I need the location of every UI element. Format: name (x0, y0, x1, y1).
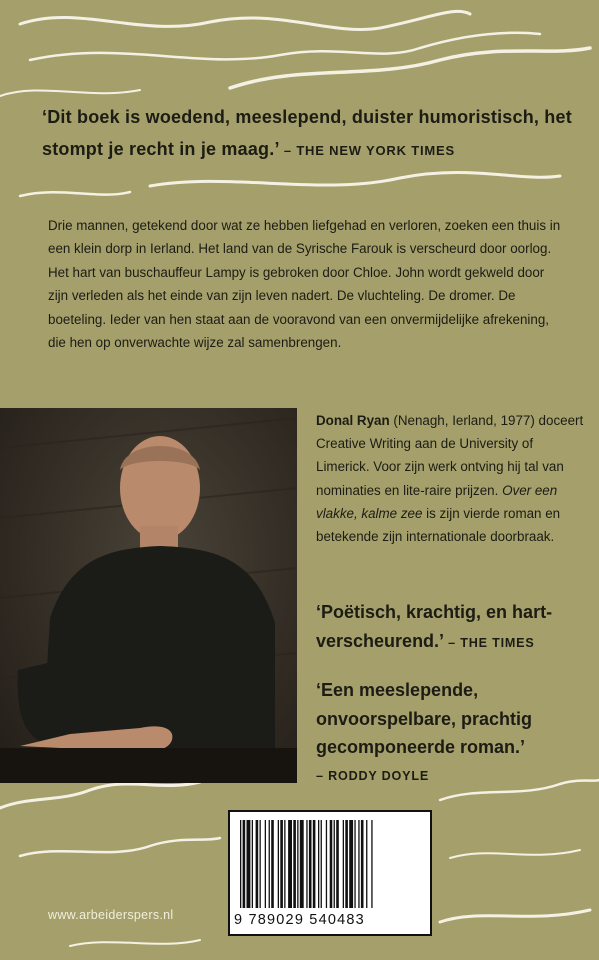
author-bio (316, 409, 586, 548)
barcode-bars (240, 820, 424, 908)
book-blurb: Drie mannen, getekend door wat ze hebben liefgehad en verloren, zoeken een thuis in een klein dorp in Ierland. Het land van de Syrische Farouk is verscheurd door oorlog. Het hart van buschauffeur Lampy is gebroken door Chloe. John wordt gekweld door zijn verleden als het einde van zijn leven nadert. De vluchteling. De dromer. De boeteling. Ieder van hen staat aan de vooravond van een onvermijdelijke afrekening, die hen op onverwachte wijze zal samenbrengen. (48, 218, 561, 351)
author-name: Donal Ryan (316, 413, 390, 428)
quote-text: ‘Een meeslepende, onvoorspelbare, prachtig gecomponeerde roman.’ (316, 680, 533, 757)
quote-source: – THE TIMES (448, 636, 535, 650)
isbn-number: 9 789029 540483 (234, 912, 365, 928)
quote-source: – RODDY DOYLE (316, 768, 430, 783)
quote-text: ‘Poëtisch, krachtig, en hart-verscheurend.’ (316, 602, 553, 651)
book-title: Over een vlakke, kalme zee (316, 482, 558, 521)
quote-source: – THE NEW YORK TIMES (283, 143, 455, 158)
isbn-barcode (228, 810, 432, 936)
review-quote-new-york-times (42, 101, 582, 167)
author-photo (0, 408, 297, 783)
bio-text-1: (Nenagh, Ierland, 1977) doceert Creative Writing aan de University of Limerick. Voor zijn werk ontving hij tal van nominaties en lite-raire prijzen. (316, 413, 584, 498)
bio-text-2: is zijn vierde roman en betekende zijn internationale doorbraak. (316, 505, 561, 545)
review-quote-the-times (316, 598, 586, 658)
publisher-website: www.arbeiderspers.nl (48, 908, 174, 922)
review-quote-roddy-doyle (316, 676, 586, 790)
quote-text: ‘Dit boek is woedend, meeslepend, duister humoristisch, het stompt je recht in je maag.’ (42, 107, 572, 159)
